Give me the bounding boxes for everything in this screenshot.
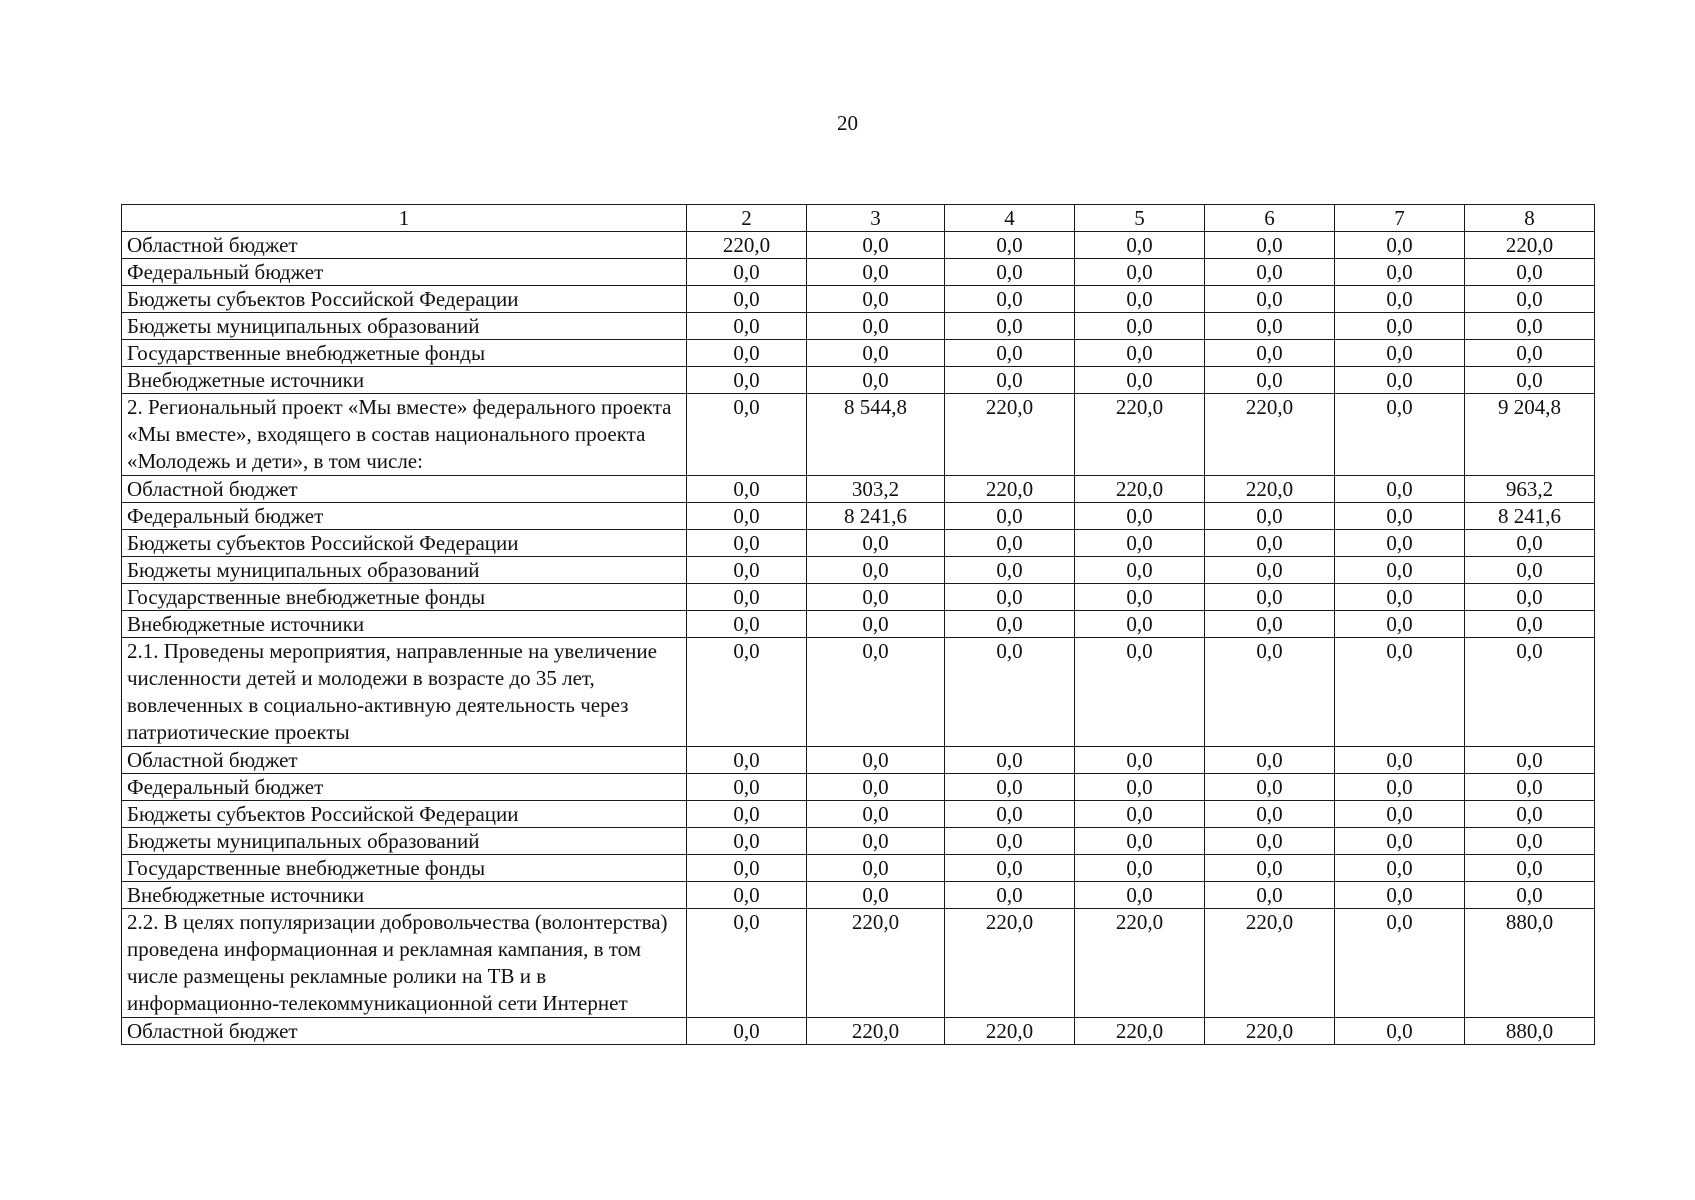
row-value: 0,0 (1075, 259, 1205, 286)
row-value: 303,2 (807, 476, 945, 503)
row-value: 0,0 (1075, 503, 1205, 530)
row-value: 0,0 (945, 232, 1075, 259)
row-label: Областной бюджет (122, 1018, 687, 1045)
row-value: 0,0 (1465, 638, 1595, 747)
row-label: Государственные внебюджетные фонды (122, 855, 687, 882)
header-row (122, 205, 1595, 232)
row-value: 0,0 (687, 909, 807, 1018)
row-value: 0,0 (1335, 801, 1465, 828)
row-value: 0,0 (687, 286, 807, 313)
row-value: 0,0 (1075, 313, 1205, 340)
row-value: 220,0 (1075, 394, 1205, 476)
row-value: 0,0 (1075, 340, 1205, 367)
row-value: 8 241,6 (1465, 503, 1595, 530)
column-header: 3 (807, 205, 945, 232)
row-value: 963,2 (1465, 476, 1595, 503)
row-label: Внебюджетные источники (122, 367, 687, 394)
row-value: 0,0 (1075, 286, 1205, 313)
table-row (122, 747, 1595, 774)
page-number: 20 (837, 111, 858, 135)
row-value: 0,0 (687, 530, 807, 557)
row-value: 0,0 (687, 855, 807, 882)
row-value: 9 204,8 (1465, 394, 1595, 476)
row-value: 0,0 (1335, 313, 1465, 340)
row-value: 0,0 (807, 828, 945, 855)
row-label: Федеральный бюджет (122, 774, 687, 801)
row-label: Внебюджетные источники (122, 882, 687, 909)
row-value: 220,0 (1465, 232, 1595, 259)
row-value: 0,0 (1335, 530, 1465, 557)
row-value: 0,0 (687, 394, 807, 476)
table-row (122, 530, 1595, 557)
row-value: 0,0 (687, 584, 807, 611)
row-value: 0,0 (1205, 557, 1335, 584)
row-label: Государственные внебюджетные фонды (122, 340, 687, 367)
row-value: 0,0 (1205, 313, 1335, 340)
row-label: Областной бюджет (122, 232, 687, 259)
row-value: 0,0 (1075, 611, 1205, 638)
row-value: 220,0 (945, 909, 1075, 1018)
table-row (122, 313, 1595, 340)
row-value: 0,0 (807, 611, 945, 638)
row-value: 0,0 (1465, 367, 1595, 394)
row-value: 0,0 (1465, 286, 1595, 313)
budget-table (121, 204, 1595, 1045)
row-value: 0,0 (945, 503, 1075, 530)
row-label: Федеральный бюджет (122, 259, 687, 286)
row-value: 0,0 (807, 855, 945, 882)
table-row (122, 638, 1595, 747)
row-value: 0,0 (1205, 232, 1335, 259)
row-value: 8 241,6 (807, 503, 945, 530)
row-value: 0,0 (1465, 259, 1595, 286)
row-value: 0,0 (1465, 801, 1595, 828)
row-value: 220,0 (945, 476, 1075, 503)
row-value: 0,0 (1335, 340, 1465, 367)
row-value: 220,0 (945, 1018, 1075, 1045)
row-value: 0,0 (1075, 557, 1205, 584)
row-value: 0,0 (1075, 232, 1205, 259)
row-value: 0,0 (807, 801, 945, 828)
row-value: 880,0 (1465, 1018, 1595, 1045)
row-value: 0,0 (1335, 1018, 1465, 1045)
table-row (122, 584, 1595, 611)
row-value: 0,0 (945, 340, 1075, 367)
row-value: 0,0 (687, 503, 807, 530)
row-value: 0,0 (1335, 367, 1465, 394)
row-value: 0,0 (1205, 611, 1335, 638)
row-value: 0,0 (1335, 611, 1465, 638)
table-row (122, 286, 1595, 313)
row-value: 0,0 (1335, 882, 1465, 909)
row-label: Государственные внебюджетные фонды (122, 584, 687, 611)
row-value: 0,0 (1335, 394, 1465, 476)
row-value: 0,0 (687, 259, 807, 286)
row-value: 220,0 (1205, 394, 1335, 476)
row-value: 0,0 (945, 557, 1075, 584)
row-value: 0,0 (1335, 774, 1465, 801)
row-value: 0,0 (1465, 313, 1595, 340)
row-value: 0,0 (807, 259, 945, 286)
table-row (122, 611, 1595, 638)
row-value: 0,0 (1335, 909, 1465, 1018)
row-value: 0,0 (687, 747, 807, 774)
row-label: Бюджеты субъектов Российской Федерации (122, 801, 687, 828)
row-value: 0,0 (687, 313, 807, 340)
row-value: 0,0 (945, 367, 1075, 394)
row-label: Бюджеты муниципальных образований (122, 313, 687, 340)
row-value: 220,0 (1205, 1018, 1335, 1045)
column-header: 7 (1335, 205, 1465, 232)
row-value: 0,0 (807, 232, 945, 259)
row-value: 0,0 (1075, 801, 1205, 828)
row-value: 0,0 (945, 855, 1075, 882)
row-label: 2. Региональный проект «Мы вместе» федерального проекта «Мы вместе», входящего в состав национального проекта «Молодежь и дети», в том числе: (122, 394, 687, 476)
row-value: 0,0 (945, 313, 1075, 340)
row-label: Бюджеты субъектов Российской Федерации (122, 530, 687, 557)
row-value: 0,0 (807, 584, 945, 611)
row-value: 0,0 (807, 638, 945, 747)
row-label: Федеральный бюджет (122, 503, 687, 530)
row-value: 0,0 (1465, 584, 1595, 611)
row-value: 0,0 (687, 828, 807, 855)
row-value: 0,0 (1205, 855, 1335, 882)
row-value: 0,0 (807, 340, 945, 367)
row-value: 0,0 (687, 476, 807, 503)
row-label: 2.2. В целях популяризации добровольчества (волонтерства) проведена информационная и рекламная кампания, в том числе размещены рекламные ролики на ТВ и в информационно-телекоммуникационной сети Интернет (122, 909, 687, 1018)
row-value: 0,0 (1465, 774, 1595, 801)
row-value: 0,0 (1075, 638, 1205, 747)
row-value: 0,0 (807, 367, 945, 394)
row-value: 0,0 (945, 828, 1075, 855)
row-value: 0,0 (1205, 367, 1335, 394)
row-value: 0,0 (945, 638, 1075, 747)
row-value: 0,0 (1335, 503, 1465, 530)
row-value: 0,0 (687, 367, 807, 394)
row-value: 0,0 (687, 774, 807, 801)
row-value: 0,0 (1465, 882, 1595, 909)
table-row (122, 1018, 1595, 1045)
row-value: 220,0 (807, 909, 945, 1018)
table-row (122, 801, 1595, 828)
row-value: 0,0 (1205, 747, 1335, 774)
row-label: Бюджеты муниципальных образований (122, 828, 687, 855)
row-value: 0,0 (807, 557, 945, 584)
row-value: 0,0 (1335, 828, 1465, 855)
row-label: Бюджеты субъектов Российской Федерации (122, 286, 687, 313)
row-value: 220,0 (807, 1018, 945, 1045)
column-header: 8 (1465, 205, 1595, 232)
row-value: 8 544,8 (807, 394, 945, 476)
row-value: 0,0 (1205, 503, 1335, 530)
row-value: 0,0 (1335, 855, 1465, 882)
table-body (122, 205, 1595, 1045)
row-value: 0,0 (945, 530, 1075, 557)
row-value: 0,0 (1075, 747, 1205, 774)
column-header: 6 (1205, 205, 1335, 232)
row-value: 0,0 (1335, 232, 1465, 259)
row-value: 0,0 (1075, 774, 1205, 801)
row-value: 0,0 (1205, 882, 1335, 909)
row-label: Бюджеты муниципальных образований (122, 557, 687, 584)
row-value: 0,0 (687, 1018, 807, 1045)
row-value: 0,0 (1205, 774, 1335, 801)
row-value: 0,0 (1335, 747, 1465, 774)
row-value: 0,0 (1205, 259, 1335, 286)
row-value: 0,0 (1465, 340, 1595, 367)
row-value: 0,0 (945, 774, 1075, 801)
row-value: 0,0 (1335, 557, 1465, 584)
row-value: 0,0 (1075, 828, 1205, 855)
row-value: 0,0 (1205, 340, 1335, 367)
row-value: 0,0 (1335, 584, 1465, 611)
row-value: 0,0 (1075, 367, 1205, 394)
row-label: Областной бюджет (122, 476, 687, 503)
column-header: 4 (945, 205, 1075, 232)
row-value: 220,0 (1075, 476, 1205, 503)
row-value: 220,0 (945, 394, 1075, 476)
row-value: 880,0 (1465, 909, 1595, 1018)
row-value: 0,0 (687, 882, 807, 909)
table-row (122, 232, 1595, 259)
row-value: 0,0 (687, 638, 807, 747)
table-row (122, 855, 1595, 882)
table-row (122, 367, 1595, 394)
row-value: 0,0 (945, 747, 1075, 774)
table-row (122, 828, 1595, 855)
row-value: 0,0 (945, 882, 1075, 909)
column-header: 1 (122, 205, 687, 232)
row-value: 0,0 (687, 557, 807, 584)
row-value: 220,0 (1075, 909, 1205, 1018)
row-value: 0,0 (807, 286, 945, 313)
table-row (122, 476, 1595, 503)
row-value: 0,0 (1205, 828, 1335, 855)
table-row (122, 340, 1595, 367)
row-value: 220,0 (1075, 1018, 1205, 1045)
row-label: 2.1. Проведены мероприятия, направленные на увеличение численности детей и молодежи в возрасте до 35 лет, вовлеченных в социально-активную деятельность через патриотические проекты (122, 638, 687, 747)
row-value: 0,0 (1465, 611, 1595, 638)
table-row (122, 774, 1595, 801)
row-value: 0,0 (687, 801, 807, 828)
row-value: 0,0 (807, 313, 945, 340)
row-value: 0,0 (807, 774, 945, 801)
row-value: 0,0 (945, 801, 1075, 828)
table-row (122, 394, 1595, 476)
row-value: 0,0 (945, 584, 1075, 611)
row-value: 0,0 (1465, 828, 1595, 855)
table-row (122, 882, 1595, 909)
row-value: 0,0 (1075, 855, 1205, 882)
row-value: 0,0 (687, 611, 807, 638)
row-value: 0,0 (1335, 638, 1465, 747)
row-value: 0,0 (1465, 557, 1595, 584)
row-value: 0,0 (1075, 530, 1205, 557)
row-value: 0,0 (1205, 801, 1335, 828)
row-value: 0,0 (807, 530, 945, 557)
row-value: 220,0 (1205, 476, 1335, 503)
row-value: 0,0 (1205, 584, 1335, 611)
row-value: 0,0 (1335, 476, 1465, 503)
table-row (122, 557, 1595, 584)
row-value: 0,0 (1335, 259, 1465, 286)
table-row (122, 503, 1595, 530)
row-value: 0,0 (687, 340, 807, 367)
row-value: 0,0 (945, 286, 1075, 313)
row-value: 0,0 (945, 259, 1075, 286)
row-value: 0,0 (807, 882, 945, 909)
row-value: 0,0 (807, 747, 945, 774)
table-row (122, 259, 1595, 286)
row-value: 0,0 (1205, 286, 1335, 313)
row-value: 0,0 (1465, 530, 1595, 557)
row-value: 0,0 (1205, 638, 1335, 747)
column-header: 2 (687, 205, 807, 232)
row-value: 0,0 (1075, 882, 1205, 909)
row-label: Внебюджетные источники (122, 611, 687, 638)
row-value: 0,0 (1075, 584, 1205, 611)
table-row (122, 909, 1595, 1018)
row-value: 0,0 (1465, 855, 1595, 882)
row-value: 220,0 (1205, 909, 1335, 1018)
row-value: 0,0 (945, 611, 1075, 638)
row-label: Областной бюджет (122, 747, 687, 774)
row-value: 220,0 (687, 232, 807, 259)
column-header: 5 (1075, 205, 1205, 232)
row-value: 0,0 (1205, 530, 1335, 557)
row-value: 0,0 (1335, 286, 1465, 313)
row-value: 0,0 (1465, 747, 1595, 774)
